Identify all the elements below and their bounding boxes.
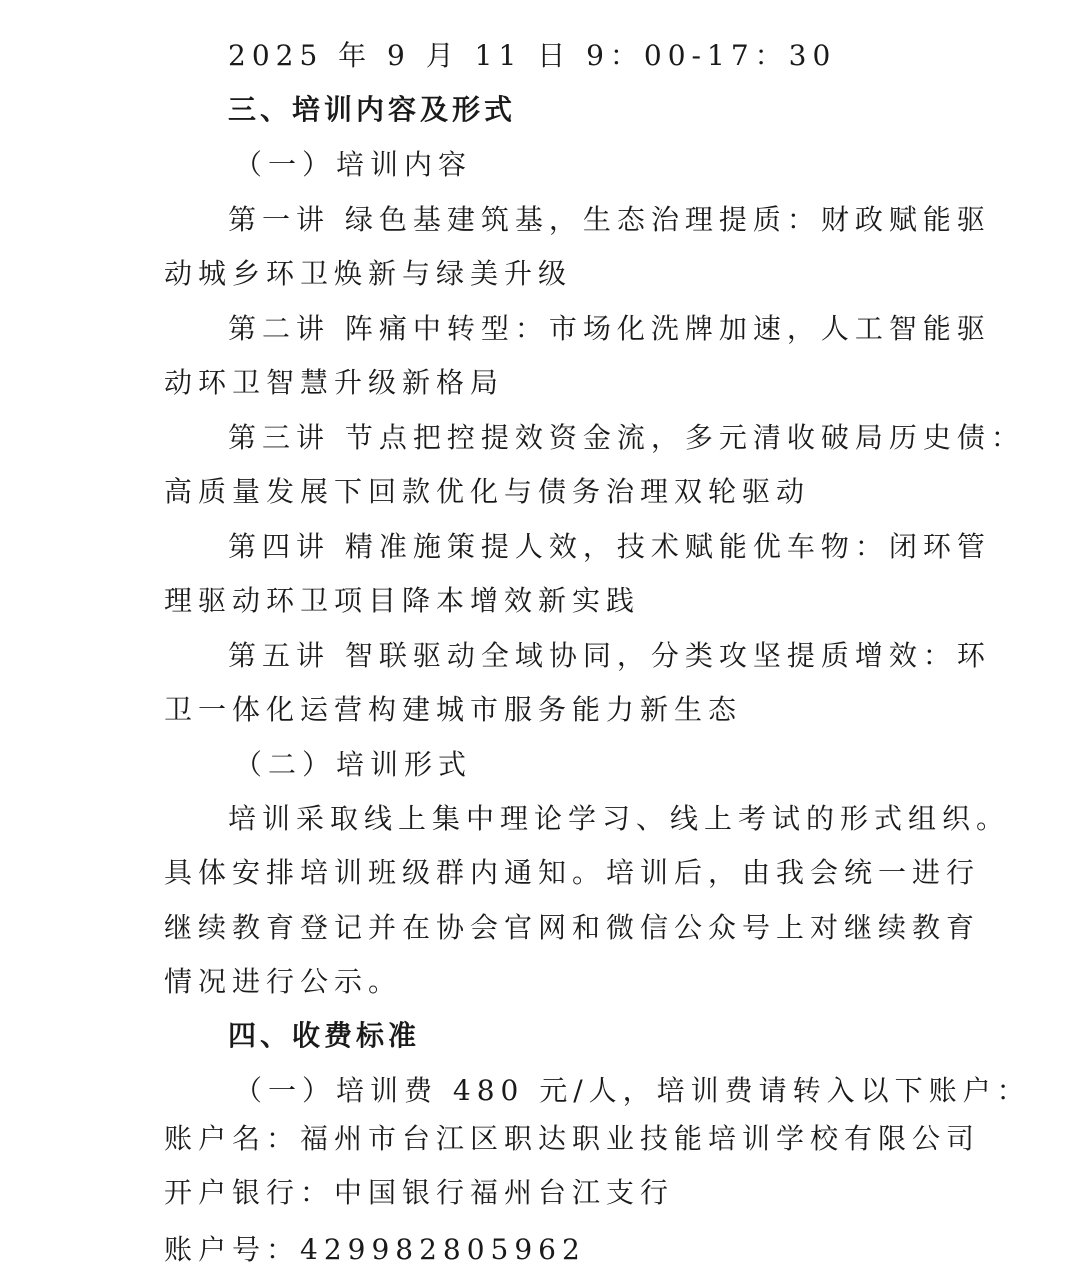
lecture-1-line-1: 第一讲 绿色基建筑基，生态治理提质：财政赋能驱 xyxy=(228,203,991,236)
bank-line: 开户银行：中国银行福州台江支行 xyxy=(164,1176,675,1209)
lecture-3-line-1: 第三讲 节点把控提效资金流，多元清收破局历史债： xyxy=(228,421,1025,454)
fee-line: （一）培训费 480 元/人，培训费请转入以下账户： xyxy=(234,1074,1031,1107)
subsection-1-heading: （一）培训内容 xyxy=(234,148,473,181)
format-paragraph-line-4: 情况进行公示。 xyxy=(164,965,403,998)
format-paragraph-line-2: 具体安排培训班级群内通知。培训后，由我会统一进行 xyxy=(164,856,981,889)
section-3-heading: 三、培训内容及形式 xyxy=(228,93,517,126)
lecture-4-line-2: 理驱动环卫项目降本增效新实践 xyxy=(164,584,641,617)
account-name-line: 账户名：福州市台江区职达职业技能培训学校有限公司 xyxy=(164,1122,981,1155)
lecture-1-line-2: 动城乡环卫焕新与绿美升级 xyxy=(164,257,573,290)
lecture-3-line-2: 高质量发展下回款优化与债务治理双轮驱动 xyxy=(164,475,811,508)
lecture-5-line-1: 第五讲 智联驱动全域协同，分类攻坚提质增效：环 xyxy=(228,639,991,672)
format-paragraph-line-3: 继续教育登记并在协会官网和微信公众号上对继续教育 xyxy=(164,911,981,944)
lecture-5-line-2: 卫一体化运营构建城市服务能力新生态 xyxy=(164,693,743,726)
format-paragraph-line-1: 培训采取线上集中理论学习、线上考试的形式组织。 xyxy=(228,802,1011,835)
lecture-2-line-2: 动环卫智慧升级新格局 xyxy=(164,366,505,399)
lecture-4-line-1: 第四讲 精准施策提人效，技术赋能优车物：闭环管 xyxy=(228,530,991,563)
section-4-heading: 四、收费标准 xyxy=(228,1019,421,1052)
account-number-line: 账户号：429982805962 xyxy=(164,1233,586,1266)
subsection-2-heading: （二）培训形式 xyxy=(234,748,473,781)
lecture-2-line-1: 第二讲 阵痛中转型：市场化洗牌加速，人工智能驱 xyxy=(228,312,991,345)
training-date-line: 2025 年 9 月 11 日 9：00-17：30 xyxy=(228,39,837,72)
